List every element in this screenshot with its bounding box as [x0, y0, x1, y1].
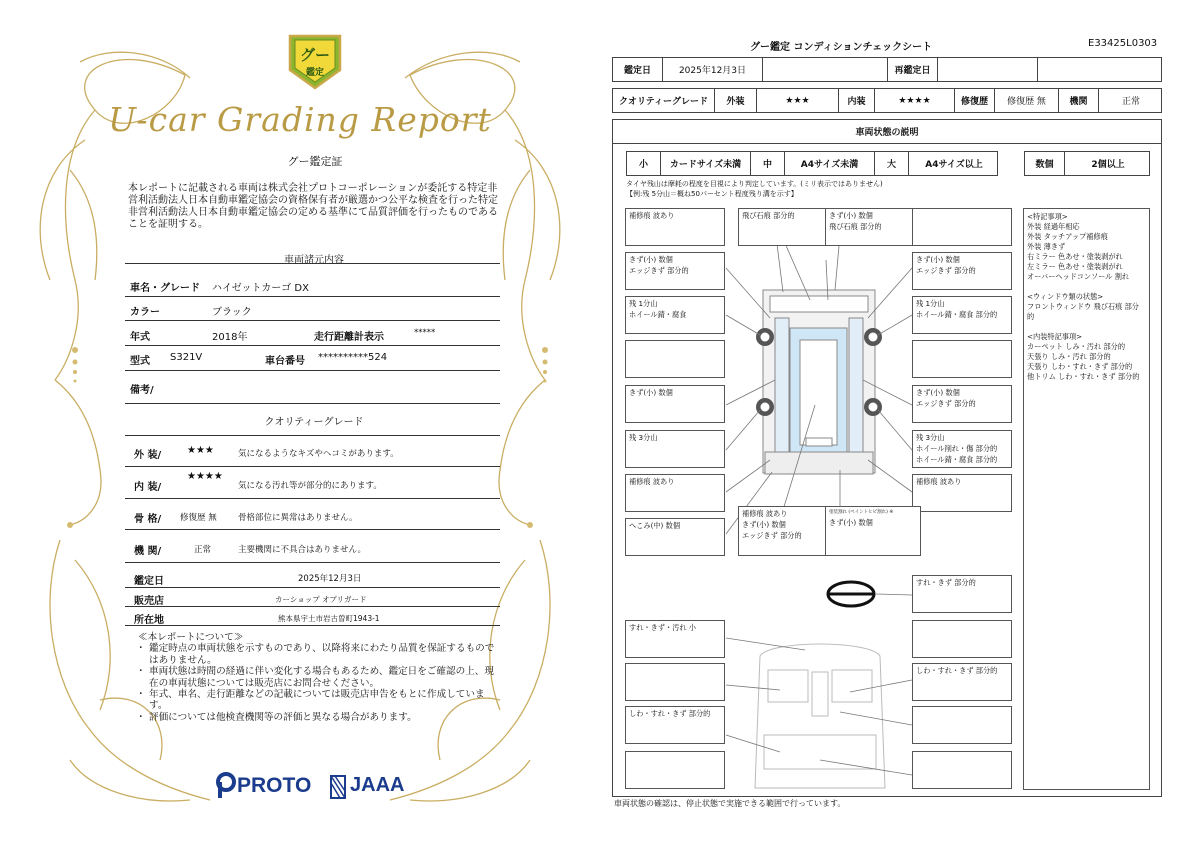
note-line: 天張り しわ・すれ・きず 部分的 [1027, 362, 1133, 371]
note-line: 左ミラー 色あせ・塗装剥がれ [1027, 262, 1123, 271]
section-title: 車両状態の説明 [612, 119, 1162, 144]
quality-label: クオリティーグレード [613, 89, 715, 112]
proto-logo: PROTO [237, 774, 312, 797]
date-value: 2025年12月3日 [298, 574, 362, 584]
remarks-label: 備考/ [130, 385, 154, 396]
annotation-box [912, 663, 1012, 701]
annotation-box [625, 340, 725, 378]
annotation-text: すれ・きず・汚れ 小 [629, 623, 696, 632]
annotation-text: 残 1分山 [629, 299, 658, 308]
annotation-box [625, 430, 725, 468]
condition-sheet-page [600, 0, 1200, 848]
annotation-box [625, 518, 725, 556]
annotation-box [625, 474, 725, 512]
interior-notes-title: <内装特記事項> [1027, 332, 1083, 341]
name-label: 車名・グレード [130, 283, 200, 294]
note-line: 外装 経過年相応 [1027, 222, 1080, 231]
sheet-footer: 車両状態の確認は、停止状態で実施できる範囲で行っています。 [614, 799, 846, 808]
annotation-box [912, 430, 1012, 468]
annotation-box [912, 575, 1012, 613]
engine-desc: 主要機関に不具合はありません。 [238, 545, 367, 555]
note-line: オーバーヘッドコンソール 割れ [1027, 272, 1130, 281]
color-label: カラー [130, 307, 160, 318]
annotation-text: ホイール錆・腐食 [629, 310, 687, 319]
annotation-text: きず(小) 数個 [629, 388, 673, 397]
size-small-desc: カードサイズ未満 [661, 152, 751, 175]
annotation-box [912, 706, 1012, 744]
frame-desc: 骨格部位に異常はありません。 [238, 513, 358, 523]
annotation-box [738, 208, 838, 246]
sheet-code: E33425L0303 [1088, 38, 1158, 49]
tire-note-line: 【例:残 5分山＝概ね50パーセント程度残り溝を示す】 [626, 190, 798, 198]
address-label: 所在地 [134, 615, 164, 626]
engine-label: 機 関/ [134, 546, 162, 557]
annotation-text: へこみ(中) 数個 [629, 521, 681, 530]
annotation-text: エッジきず 部分的 [916, 266, 976, 275]
annotation-text: きず(小) 数個 [829, 211, 873, 220]
note-line: 天張り しみ・汚れ 部分的 [1027, 352, 1111, 361]
engine-value: 正常 [194, 545, 212, 555]
name-value: ハイゼットカーゴ DX [212, 283, 309, 294]
size-mid: 中 [751, 152, 785, 175]
size-mid-desc: A4サイズ未満 [785, 152, 875, 175]
sheet-title: グー鑑定 コンディションチェックシート [750, 42, 933, 53]
size-large: 大 [875, 152, 909, 175]
annotation-text: 残 1分山 [916, 299, 945, 308]
note-line: カーペット しみ・汚れ 部分的 [1027, 342, 1126, 351]
divider [125, 466, 500, 467]
chassis-label: 車台番号 [265, 356, 305, 367]
specs-title: 車両諸元内容 [284, 255, 344, 266]
annotation-box [625, 208, 725, 246]
annotation-box [912, 751, 1012, 789]
quality-title: クオリティーグレード [264, 417, 364, 428]
annotation-text: ホイール削れ・傷 部分的 [916, 444, 998, 453]
annotation-box [625, 620, 725, 658]
badge-subtext: 鑑定 [305, 68, 325, 78]
about-item: ・ 年式、車名、走行距離などの記載については販売店申告をもとに作成しています。 [138, 689, 498, 712]
proto-logo-icon [215, 770, 237, 800]
annotation-box [912, 252, 1012, 290]
engine-value: 正常 [1121, 97, 1140, 107]
date-label: 鑑定日 [613, 58, 663, 81]
divider [125, 625, 500, 626]
annotation-text: きず(小) 数個 [629, 255, 673, 264]
interior-stars: ★★★★ [875, 89, 955, 112]
annotation-box [912, 474, 1012, 512]
frame-value: 修復歴 無 [180, 513, 217, 523]
annotation-text: きず(小) 数個 [916, 255, 960, 264]
repair-label: 修復歴 [955, 89, 995, 112]
frame-label: 骨 格/ [134, 514, 162, 525]
interior-desc: 気になる汚れ等が部分的にあります。 [238, 481, 382, 491]
count-desc: 2個以上 [1091, 160, 1125, 170]
chassis-value: **********524 [318, 352, 388, 363]
annotation-box [912, 296, 1012, 334]
divider [125, 587, 500, 588]
annotation-text: エッジきず 部分的 [916, 399, 976, 408]
size-small: 小 [627, 152, 661, 175]
certificate-heading: グー鑑定証 [287, 155, 343, 168]
divider [125, 606, 500, 607]
shop-value: カーショップ オプリガード [275, 595, 367, 604]
car-top-view [763, 290, 875, 474]
annotation-box [625, 252, 725, 290]
annotation-box [625, 751, 725, 789]
divider [125, 345, 500, 346]
special-notes [1023, 208, 1150, 790]
annotation-text: 飛び石痕 部分的 [829, 222, 882, 231]
interior-view [755, 644, 885, 788]
tire-note-line: タイヤ残山は摩耗の程度を目視により判定しています。(ミリ表示ではありません) [626, 180, 883, 188]
about-section [138, 632, 498, 723]
badge-text: グー [299, 46, 331, 64]
interior-label: 内装 [839, 89, 875, 112]
shop-label: 販売店 [134, 596, 164, 607]
annotation-box [625, 385, 725, 423]
model-label: 型式 [130, 356, 150, 367]
exterior-stars: ★★★ [187, 445, 214, 456]
annotation-text: 補修痕 波あり [629, 211, 675, 220]
note-line: 他トリム しわ・すれ・きず 部分的 [1027, 372, 1140, 381]
exterior-label: 外装 [715, 89, 757, 112]
annotation-box [825, 208, 925, 246]
steering-wheel-icon [828, 582, 874, 606]
exterior-label: 外 装/ [134, 450, 162, 461]
annotation-text: しわ・すれ・きず 部分的 [629, 709, 711, 718]
annotation-box [912, 620, 1012, 658]
about-item: ・ 車両状態は時間の経過に伴い変化する場合もあるため、鑑定日をご確認の上、現在の車両状態については販売店にお問合せください。 [138, 666, 498, 689]
special-title: <特記事項> [1027, 212, 1068, 221]
annotation-text: エッジきず 部分的 [742, 531, 802, 540]
annotation-box [625, 663, 725, 701]
annotation-box [625, 296, 725, 334]
script-title: U-car Grading Report [108, 100, 492, 139]
size-large-desc: A4サイズ以上 [925, 160, 983, 170]
annotation-text: 飛び石痕 部分的 [742, 211, 795, 220]
note-line: フロントウィンドウ 飛び石痕 部分的 [1027, 302, 1139, 321]
annotation-text: 補修痕 波あり [629, 477, 675, 486]
model-value: S321V [170, 352, 203, 363]
date-value: 2025年12月3日 [663, 58, 763, 81]
count-label: 数個 [1025, 152, 1065, 175]
note-line: 右ミラー 色あせ・塗装剥がれ [1027, 252, 1123, 261]
divider [125, 435, 500, 436]
interior-label: 内 装/ [134, 482, 162, 493]
note-line: 外装 タッチアップ補修痕 [1027, 232, 1108, 241]
year-value: 2018年 [212, 332, 248, 343]
divider [125, 498, 500, 499]
annotation-text: エッジきず 部分的 [629, 266, 689, 275]
exterior-desc: 気になるようなキズやヘコミがあります。 [238, 449, 399, 459]
exterior-stars: ★★★ [757, 89, 839, 112]
annotation-text: きず(小) 数個 [829, 518, 873, 527]
divider [125, 320, 500, 321]
annotation-text: きず(小) 数個 [916, 388, 960, 397]
color-value: ブラック [212, 307, 252, 318]
engine-label: 機関 [1059, 89, 1099, 112]
about-item: ・ 評価については他検査機関等の評価と異なる場合があります。 [138, 712, 498, 723]
mileage-value: ***** [414, 328, 436, 338]
annotation-text: 補修痕 波あり [916, 477, 962, 486]
annotation-text: 残 3分山 [916, 433, 945, 442]
mileage-label: 走行距離計表示 [314, 332, 384, 343]
goo-kantei-badge [285, 30, 345, 92]
annotation-text: きず(小) 数個 [742, 520, 786, 529]
divider [125, 370, 500, 371]
annotation-text: 補修痕 波あり [742, 509, 788, 518]
annotation-text: 塗装割れ (ペイントヒビ割れ) ※ [829, 510, 894, 515]
divider [125, 529, 500, 530]
date-label: 鑑定日 [134, 576, 164, 587]
annotation-box [912, 340, 1012, 378]
divider [125, 263, 500, 264]
jaaa-logo-icon [327, 772, 349, 802]
certificate-intro: 本レポートに記載される車両は株式会社プロトコーポレーションが委託する特定非営利活動法人日本自動車鑑定協会の資格保有者が厳選かつ公平な検査を行った特定非営利活動法人日本自動車鑑定協会の定める基準にて品質評価を行ったものであることを証明する。 [128, 183, 498, 230]
repair-value: 修復歴 無 [995, 89, 1059, 112]
annotation-text: 残 3分山 [629, 433, 658, 442]
divider [125, 403, 500, 404]
year-label: 年式 [130, 332, 150, 343]
re-date-label: 再鑑定日 [888, 58, 938, 81]
annotation-text: ホイール錆・腐食 部分的 [916, 455, 998, 464]
annotation-box [625, 706, 725, 744]
annotation-text: ホイール錆・腐食 部分的 [916, 310, 998, 319]
annotation-box [912, 385, 1012, 423]
divider [125, 562, 500, 563]
annotation-box [912, 208, 1012, 246]
annotation-text: すれ・きず 部分的 [916, 578, 976, 587]
jaaa-logo: JAAA [350, 774, 405, 796]
window-title: <ウィンドウ類の状態> [1027, 292, 1104, 301]
annotation-box [825, 506, 921, 556]
divider [125, 296, 500, 297]
about-item: ・ 鑑定時点の車両状態を示すものであり、以降将来にわたり品質を保証するものではありません。 [138, 643, 498, 666]
address-value: 熊本県宇土市岩古曽町1943-1 [278, 614, 380, 623]
about-title: ≪本レポートについて≫ [138, 632, 244, 643]
note-line: 外装 薄きず [1027, 242, 1066, 251]
interior-stars: ★★★★ [187, 471, 223, 482]
annotation-box [738, 506, 834, 556]
annotation-text: しわ・すれ・きず 部分的 [916, 666, 998, 675]
